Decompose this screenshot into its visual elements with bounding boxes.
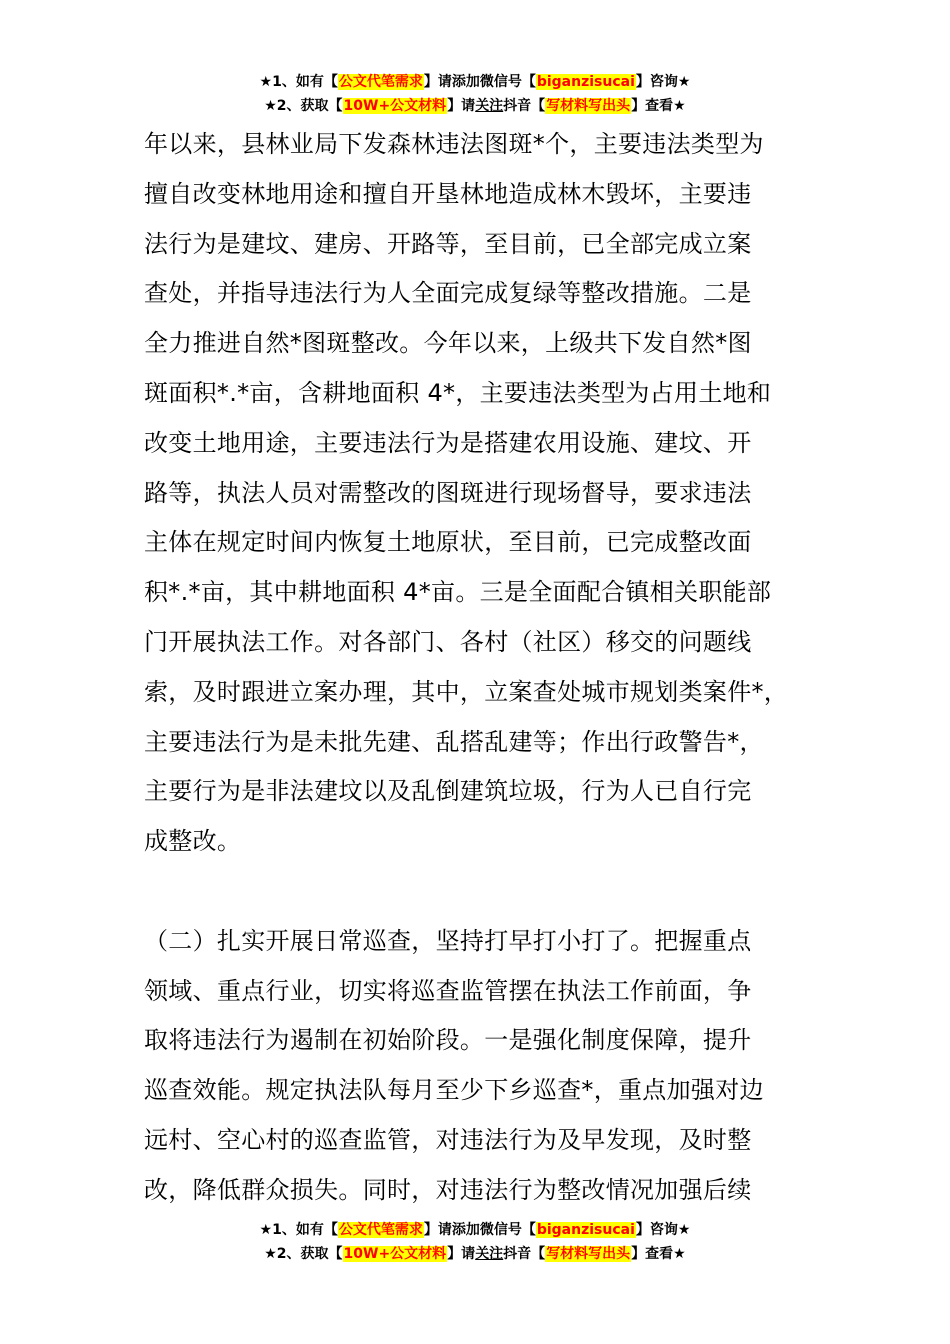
text-line: 改，降低群众损失。同时，对违法行为整改情况加强后续 xyxy=(144,1175,752,1204)
text-line: 斑面积*.*亩，含耕地面积 4*，主要违法类型为占用土地和 xyxy=(144,378,772,407)
paragraph-gap xyxy=(144,867,824,917)
text-line: 主要违法行为是未批先建、乱搭乱建等；作出行政警告*， xyxy=(144,727,764,756)
text-line: 领域、重点行业，切实将巡查监管摆在执法工作前面，争 xyxy=(144,976,752,1005)
highlight-materials: 10W+公文材料 xyxy=(343,98,447,114)
banner-line-2: ★2、获取【10W+公文材料】请关注抖音【写材料写出头】查看★ xyxy=(264,98,686,114)
emphasis-follow: 关注 xyxy=(475,1246,504,1262)
document-body xyxy=(144,120,824,1216)
text-line: 年以来，县林业局下发森林违法图斑*个，主要违法类型为 xyxy=(144,130,764,158)
text-line: 巡查效能。规定执法队每月至少下乡巡查*，重点加强对边 xyxy=(144,1076,764,1105)
text-line: 成整改。 xyxy=(144,827,242,856)
text-line: 索，及时跟进立案办理，其中，立案查处城市规划类案件*， xyxy=(144,677,789,706)
footer-banner xyxy=(0,1218,950,1266)
text-line: 主体在规定时间内恢复土地原状，至目前，已完成整改面 xyxy=(144,528,752,557)
highlight-douyin-account: 写材料写出头 xyxy=(546,1246,631,1262)
text-line: 取将违法行为遏制在初始阶段。一是强化制度保障，提升 xyxy=(144,1026,752,1055)
text-line: 主要行为是非法建坟以及乱倒建筑垃圾，行为人已自行完 xyxy=(144,777,752,806)
emphasis-follow: 关注 xyxy=(475,98,504,114)
text-line: 路等，执法人员对需整改的图斑进行现场督导，要求违法 xyxy=(144,478,752,507)
highlight-service: 公文代笔需求 xyxy=(338,74,423,90)
banner-line-1: ★1、如有【公文代笔需求】请添加微信号【biganzisucai】咨询★ xyxy=(259,74,691,90)
header-banner xyxy=(0,70,950,118)
text-line: 远村、空心村的巡查监管，对违法行为及早发现，及时整 xyxy=(144,1125,752,1154)
section-heading-line: （二）扎实开展日常巡查，坚持打早打小打了。把握重点 xyxy=(144,926,752,955)
highlight-materials: 10W+公文材料 xyxy=(343,1246,447,1262)
highlight-wechat-id: biganzisucai xyxy=(536,74,635,90)
banner-line-2: ★2、获取【10W+公文材料】请关注抖音【写材料写出头】查看★ xyxy=(264,1246,686,1262)
highlight-wechat-id: biganzisucai xyxy=(536,1222,635,1238)
text-line: 全力推进自然*图斑整改。今年以来，上级共下发自然*图 xyxy=(144,329,752,358)
banner-line-1: ★1、如有【公文代笔需求】请添加微信号【biganzisucai】咨询★ xyxy=(259,1222,691,1238)
text-line: 积*.*亩，其中耕地面积 4*亩。三是全面配合镇相关职能部 xyxy=(144,578,772,607)
highlight-douyin-account: 写材料写出头 xyxy=(546,98,631,114)
text-line: 擅自改变林地用途和擅自开垦林地造成林木毁坏，主要违 xyxy=(144,179,752,208)
highlight-service: 公文代笔需求 xyxy=(338,1222,423,1238)
emphasis-add: 添加 xyxy=(451,1222,480,1238)
text-line: 法行为是建坟、建房、开路等，至目前，已全部完成立案 xyxy=(144,229,752,258)
text-line: 门开展执法工作。对各部门、各村（社区）移交的问题线 xyxy=(144,627,752,656)
emphasis-add: 添加 xyxy=(451,74,480,90)
text-line: 查处，并指导违法行为人全面完成复绿等整改措施。二是 xyxy=(144,279,752,308)
text-line: 改变土地用途，主要违法行为是搭建农用设施、建坟、开 xyxy=(144,428,752,457)
